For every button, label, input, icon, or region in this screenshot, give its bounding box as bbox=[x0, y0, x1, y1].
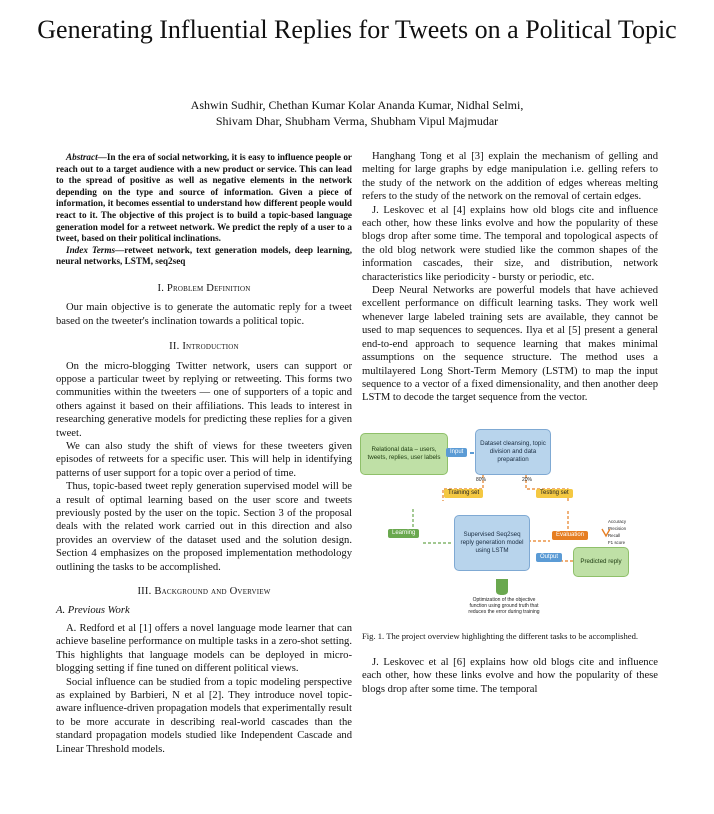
intro-paragraph-3: Thus, topic-based tweet reply generation supervised model will be a result of optimal learning based on the user score and tweets previously posted by the user on the topic. Section 3 of the proposal deals with the related work carried out in this direction and also provides an overview of the dataset used and the solution design. Section 4 emphasizes on the proposed implementation methodology outlining the tasks to be accomplished. bbox=[56, 481, 352, 573]
metric-accuracy: Accuracy bbox=[608, 518, 627, 524]
author-list bbox=[0, 97, 714, 129]
figure-caption: Fig. 1. The project overview highlighting the different tasks to be accomplished. bbox=[362, 630, 639, 641]
predicted-reply-box: Predicted reply bbox=[573, 547, 629, 577]
abstract bbox=[56, 152, 352, 245]
background-heading: III. Background and Overview bbox=[137, 586, 271, 598]
background-paragraph-4: J. Leskovec et al [4] explains how old blogs cite and influence each other, how these links evolve and how the popularity of these blogs drop after some time. The temporal and topological aspects of the old blog network were studied like the common shapes of the information cascades, their size, and distribution, network characteristics like periodicity - bursty or periodic, etc. bbox=[362, 204, 658, 283]
testing-set-label: Testing set bbox=[536, 489, 573, 498]
problem-definition-heading: I. Problem Definition bbox=[157, 282, 251, 294]
background-paragraph-3: Hanghang Tong et al [3] explain the mechanism of gelling and melting for large graphs by edge manipulation i.e. gelling refers to the study of the network on the addition of edges whereas melting refers to the study of the network on the removal of certain edges. bbox=[362, 151, 658, 203]
intro-paragraph-2: We can also study the shift of views for these tweeters given episodes of retweets for a specific user. This will help in identifying patterns of user support for a topic over a period of time. bbox=[56, 441, 352, 479]
project-overview-figure bbox=[358, 419, 658, 625]
intro-paragraph-1: On the micro-blogging Twitter network, users can support or oppose a particular tweet by replying or retweeting. This forms two communities within the tweeters — one of supporters of a topic and others against it based on their affiliations. This leads to interest in researching generative models for predicting these replies for a given tweet. bbox=[56, 360, 352, 439]
authors-line-1: Ashwin Sudhir, Chethan Kumar Kolar Ananda Kumar, Nidhal Selmi, bbox=[190, 98, 524, 112]
paper-title: Generating Influential Replies for Tweets on a Political Topic bbox=[37, 15, 677, 44]
abstract-text: In the era of social networking, it is easy to influence people or reach out to a target audience with a new product or service. This can lead to the spread of positive as well as negative elements in the network depending on the type and source of information. Given a piece of information, it becomes essential to understand how different people would react to it. The objective of this project is to build a topic-based language generation model for a retweet network. We predict the reply of a user to a tweet, based on their political inclinations. bbox=[56, 152, 352, 244]
metric-f1: F1 score bbox=[608, 539, 626, 545]
training-set-label: Training set bbox=[444, 489, 483, 498]
index-terms-lead: Index Terms bbox=[66, 244, 116, 255]
optimization-u-arrow bbox=[496, 579, 508, 595]
testing-percent: 20% bbox=[521, 476, 532, 483]
background-paragraph-2: Social influence can be studied from a topic modeling perspective as explained by Barbieri, N et al [2]. They introduce novel topic-aware influence-driven propagation models that experimentally result to be more accurate in describing real-world cascades than the standard propagation models studied like Independent Cascade and Linear Threshold models. bbox=[56, 676, 352, 755]
background-paragraph-1: A. Redford et al [1] offers a novel language mode learner that can achieve baseline performance on multiple tasks in a zero-shot setting. This highlights that language models can be deployed in micro-blogging setting if fine tuned on different political views. bbox=[56, 622, 352, 675]
learning-label: Learning bbox=[388, 529, 419, 538]
right-column bbox=[362, 150, 658, 696]
input-label: Input bbox=[446, 448, 467, 457]
training-percent: 80% bbox=[475, 476, 486, 483]
abstract-lead: Abstract— bbox=[66, 152, 107, 162]
evaluation-label: Evaluation bbox=[552, 531, 588, 540]
background-paragraph-6: J. Leskovec et al [6] explains how old blogs cite and influence each other, how these links evolve and how the popularity of these blogs drop after some time. The temporal bbox=[362, 656, 658, 695]
dataset-cleansing-box: Dataset cleansing, topic division and data preparation bbox=[475, 429, 551, 475]
authors-line-2: Shivam Dhar, Shubham Verma, Shubham Vipul Majmudar bbox=[215, 114, 499, 128]
metric-precision: Precision bbox=[608, 525, 627, 531]
output-label: Output bbox=[536, 553, 562, 562]
metric-recall: Recall bbox=[608, 532, 621, 538]
background-paragraph-5: Deep Neural Networks are powerful models that have achieved excellent performance on difficult learning tasks. They work well whenever large labeled training sets are available, they cannot be used to map sequences to sequences. Ilya et al [5] present a general end-to-end approach to sequence learning that makes minimal assumptions on the sequence structure. The method uses a multilayered Long Short-Term Memory (LSTM) to map the input sequence to a vector of a fixed dimensionality, and then another deep LSTM to decode the target sequence from the vector. bbox=[362, 285, 658, 404]
problem-paragraph: Our main objective is to generate the automatic reply for a tweet based on the tweeter's inclination towards a political topic. bbox=[56, 302, 352, 327]
left-column bbox=[56, 152, 352, 756]
index-terms-text: —retweet network, text generation models, deep learning, neural networks, LSTM, seq2seq bbox=[56, 244, 353, 267]
seq2seq-model-box: Supervised Seq2seq reply generation model using LSTM bbox=[454, 515, 530, 571]
optimization-note: Optimization of the objective function using ground truth that reduces the error during training bbox=[468, 596, 540, 616]
introduction-heading: II. Introduction bbox=[169, 341, 239, 353]
relational-data-box: Relational data – users, tweets, replies, user labels bbox=[360, 433, 448, 475]
index-terms bbox=[56, 245, 352, 268]
previous-work-heading: A. Previous Work bbox=[56, 605, 130, 617]
